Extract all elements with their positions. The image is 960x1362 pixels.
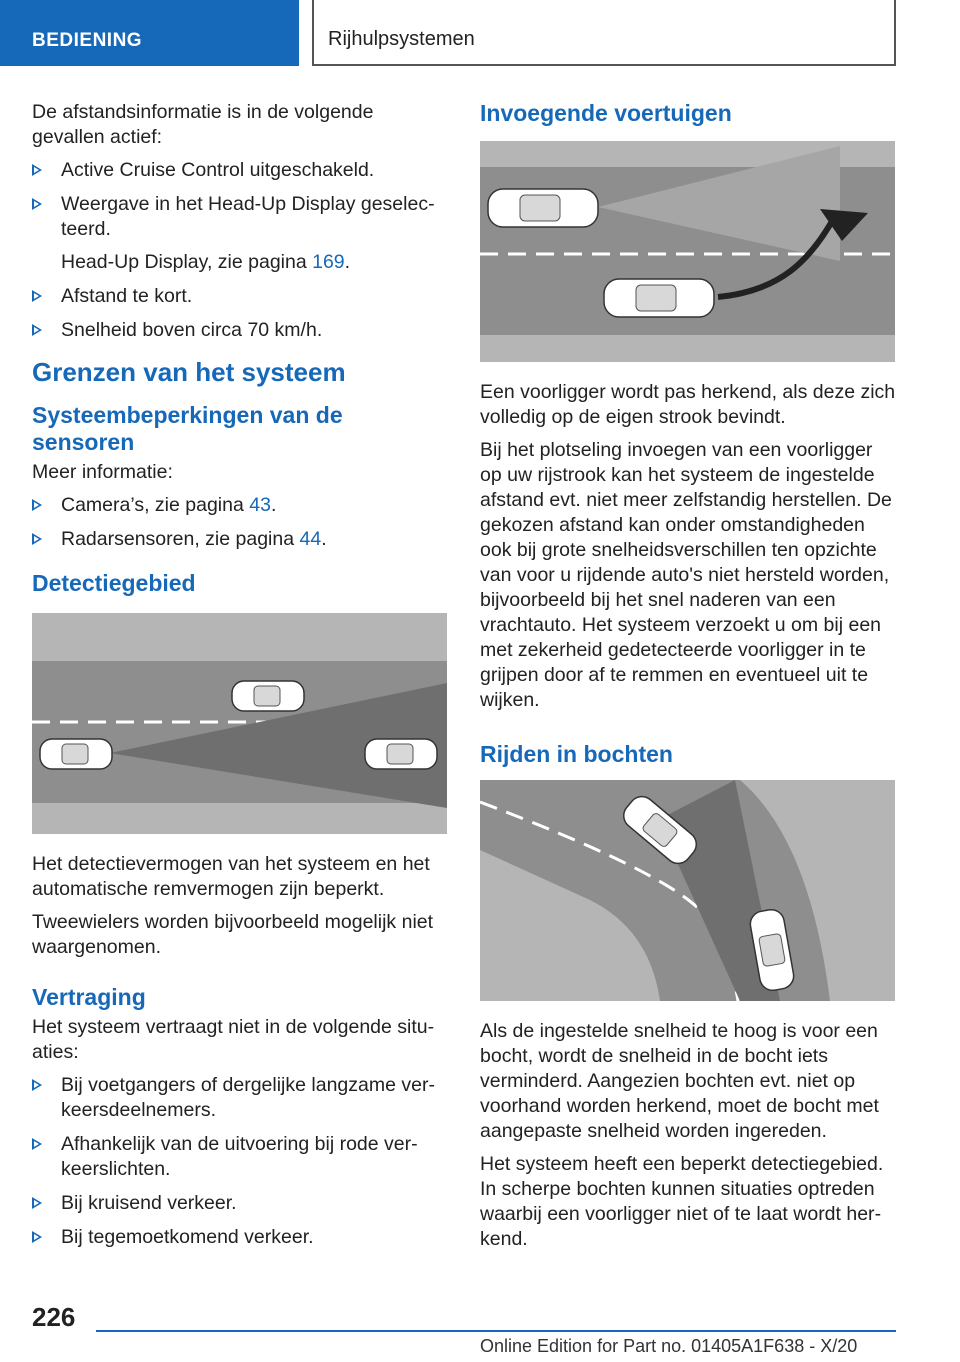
sensor-list bbox=[32, 493, 448, 552]
cut-in-paragraph-1: Een voorligger wordt pas herkend, als deze zich volledig op de eigen strook bevindt. bbox=[480, 381, 896, 428]
car-icon bbox=[40, 739, 112, 769]
cut-in-illustration bbox=[480, 141, 895, 362]
footer-edition: Online Edition for Part no. 01405A1F638 - X/20 bbox=[480, 1336, 858, 1356]
deceleration-paragraph: Het systeem vertraagt niet in de volgende situaties: bbox=[32, 1016, 435, 1063]
section-tab: BEDIENING bbox=[0, 0, 299, 66]
detection-paragraph-2: Tweewielers worden bijvoorbeeld mogelijk niet waargenomen. bbox=[32, 911, 434, 958]
left-column bbox=[32, 100, 448, 1259]
bullet-arrow-icon bbox=[32, 198, 42, 210]
list-item: Afstand te kort. bbox=[32, 284, 448, 309]
detection-paragraph-1: Het detectievermogen van het systeem en het automatische remvermogen zijn beperkt. bbox=[32, 853, 430, 900]
bullet-arrow-icon bbox=[32, 533, 42, 545]
intro-paragraph: De afstandsinformatie is in de volgende gevallen actief: bbox=[32, 101, 374, 148]
more-info-text: Meer informatie: bbox=[32, 461, 173, 483]
car-icon bbox=[232, 681, 304, 711]
chapter-tab: Rijhulpsystemen bbox=[312, 0, 896, 66]
bullet-arrow-icon bbox=[32, 164, 42, 176]
detection-area-illustration bbox=[32, 613, 447, 834]
bullet-arrow-icon bbox=[32, 1197, 42, 1209]
curves-paragraph-1: Als de ingestelde snelheid te hoog is voor een bocht, wordt de snelheid in de bocht iets verminderd. Aangezien bochten evt. niet op voorhand worden herkend, moet de bocht met aangepaste snelheid worden ingereden. bbox=[480, 1020, 879, 1142]
right-column bbox=[480, 100, 896, 1260]
curves-illustration bbox=[480, 780, 895, 1001]
page-link[interactable]: 43 bbox=[249, 494, 271, 516]
list-item: Bij tegemoetkomend verkeer. bbox=[32, 1225, 448, 1250]
intro-list bbox=[32, 158, 448, 343]
list-item: Bij voetgangers of dergelijke langzame verkeersdeelnemers. bbox=[32, 1073, 448, 1123]
deceleration-list bbox=[32, 1073, 448, 1250]
bullet-arrow-icon bbox=[32, 499, 42, 511]
list-item: Active Cruise Control uitgeschakeld. bbox=[32, 158, 448, 183]
list-item: Weergave in het Head-Up Display geselecteerd. Head-Up Display, zie pagina 169. bbox=[32, 192, 448, 275]
heading-limits: Grenzen van het systeem bbox=[32, 357, 346, 387]
list-item: Snelheid boven circa 70 km/h. bbox=[32, 318, 448, 343]
hud-reference: Head-Up Display, zie pagina 169. bbox=[61, 251, 351, 273]
list-item: Camera’s, zie pagina 43. bbox=[32, 493, 448, 518]
page-link[interactable]: 169 bbox=[312, 251, 345, 273]
heading-sensors: Systeembeperkingen van de sensoren bbox=[32, 402, 343, 455]
bullet-arrow-icon bbox=[32, 1079, 42, 1091]
list-item: Radarsensoren, zie pagina 44. bbox=[32, 527, 448, 552]
heading-cut-in: Invoegende voertuigen bbox=[480, 100, 732, 126]
bullet-arrow-icon bbox=[32, 290, 42, 302]
bullet-arrow-icon bbox=[32, 1231, 42, 1243]
list-item: Afhankelijk van de uitvoering bij rode verkeerslichten. bbox=[32, 1132, 448, 1182]
cut-in-paragraph-2: Bij het plotseling invoegen van een voorligger op uw rijstrook kan het systeem de ingestelde afstand evt. niet meer zelfstandig herstellen. De gekozen afstand kan onder omstandigheden ook bij grote snelheidsverschillen ten opzichte van voor u rijdende auto's niet hersteld worden, bijvoorbeeld bij het snel naderen van een vrachtauto. Het systeem verzoekt u om bij een met zekerheid gedetecteerde voorligger in te grijpen door af te remmen en eventueel uit te wijken. bbox=[480, 439, 892, 711]
car-icon bbox=[365, 739, 437, 769]
bullet-arrow-icon bbox=[32, 1138, 42, 1150]
footer-divider bbox=[96, 1330, 896, 1332]
list-item: Bij kruisend verkeer. bbox=[32, 1191, 448, 1216]
heading-deceleration: Vertraging bbox=[32, 984, 146, 1010]
page-link[interactable]: 44 bbox=[299, 528, 322, 550]
car-icon bbox=[604, 279, 714, 317]
page-number: 226 bbox=[32, 1302, 76, 1332]
heading-detection: Detectiegebied bbox=[32, 570, 196, 596]
curves-paragraph-2: Het systeem heeft een beperkt detectiegebied. In scherpe bochten kunnen situaties optreden waarbij een voorligger niet of te laat wordt herkend. bbox=[480, 1153, 884, 1250]
car-icon bbox=[488, 189, 598, 227]
heading-curves: Rijden in bochten bbox=[480, 741, 673, 767]
bullet-arrow-icon bbox=[32, 324, 42, 336]
